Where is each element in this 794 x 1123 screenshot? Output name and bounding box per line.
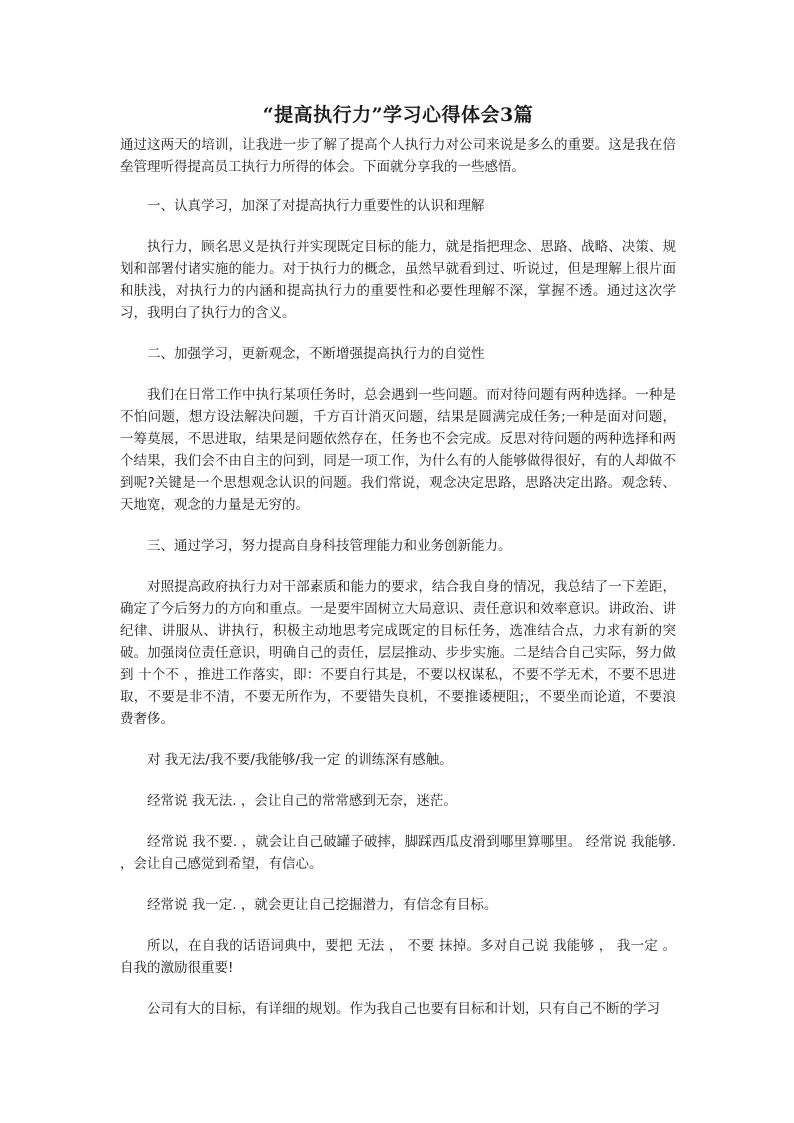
body-paragraph: 对照提高政府执行力对干部素质和能力的要求，结合我自身的情况，我总结了一下差距，确定了今后努力的方向和重点。一是要牢固树立大局意识、责任意识和效率意识。讲政治、讲纪律、讲服从、讲执行，积极主动地思考完成既定的目标任务，选准结合点，力求有新的突破。加强岗位责任意识，明确自己的责任，层层推动、步步实施。二是结合自己实际，努力做到 十个不 ，推进工作落实，即：不要自行其是，不要以权谋私，不要不学无术，不要不思进取，不要是非不清，不要无所作为，不要错失良机，不要推诿梗阻;，不要坐而论道，不要浪费奢侈。 xyxy=(120,579,676,727)
body-paragraph: 所以，在自我的话语词典中，要把 无法 ， 不要 抹掉。多对自己说 我能够 ， 我一定 。自我的激励很重要! xyxy=(120,938,676,976)
document-title: “提高执行力”学习心得体会3篇 xyxy=(262,104,534,126)
intro-paragraph: 通过这两天的培训，让我进一步了解了提高个人执行力对公司来说是多么的重要。这是我在倍垒管理听得提高员工执行力所得的体会。下面就分享我的一些感悟。 xyxy=(120,137,676,175)
document-page xyxy=(120,100,676,1020)
body-paragraph: 公司有大的目标，有详细的规划。作为我自己也要有目标和计划，只有自己不断的学习 xyxy=(147,1001,660,1017)
body-paragraph: 对 我无法/我不要/我能够/我一定 的训练深有感触。 xyxy=(147,752,453,768)
body-paragraph: 经常说 我一定. ，就会更让自己挖掘潜力，有信念有目标。 xyxy=(147,897,498,913)
section-heading-1: 一、认真学习，加深了对提高执行力重要性的认识和理解 xyxy=(147,198,485,214)
body-paragraph: 执行力，顾名思义是执行并实现既定目标的能力，就是指把理念、思路、战略、决策、规划和部署付诸实施的能力。对于执行力的概念，虽然早就看到过、听说过，但是理解上很片面和肤浅，对执行力的内涵和提高执行力的重要性和必要性理解不深，掌握不透。通过这次学习，我明白了执行力的含义。 xyxy=(120,239,676,321)
section-heading-2: 二、加强学习，更新观念，不断增强提高执行力的自觉性 xyxy=(147,346,485,362)
section-heading-3: 三、通过学习，努力提高自身科技管理能力和业务创新能力。 xyxy=(147,538,512,554)
body-paragraph: 我们在日常工作中执行某项任务时，总会遇到一些问题。而对待问题有两种选择。一种是不怕问题，想方设法解决问题，千方百计消灭问题，结果是圆满完成任务;一种是面对问题，一筹莫展，不思进取，结果是问题依然存在，任务也不会完成。反思对待问题的两种选择和两个结果，我们会不由自主的问到，同是一项工作，为什么有的人能够做得很好，有的人却做不到呢?关键是一个思想观念认识的问题。我们常说，观念决定思路，思路决定出路。观念转、天地宽，观念的力量是无穷的。 xyxy=(120,387,676,513)
body-paragraph: 经常说 我无法. ，会让自己的常常感到无奈，迷茫。 xyxy=(147,793,457,809)
body-paragraph: 经常说 我不要. ，就会让自己破罐子破摔，脚踩西瓜皮滑到哪里算哪里。 经常说 我能够. ，会让自己感觉到希望，有信心。 xyxy=(120,834,676,872)
